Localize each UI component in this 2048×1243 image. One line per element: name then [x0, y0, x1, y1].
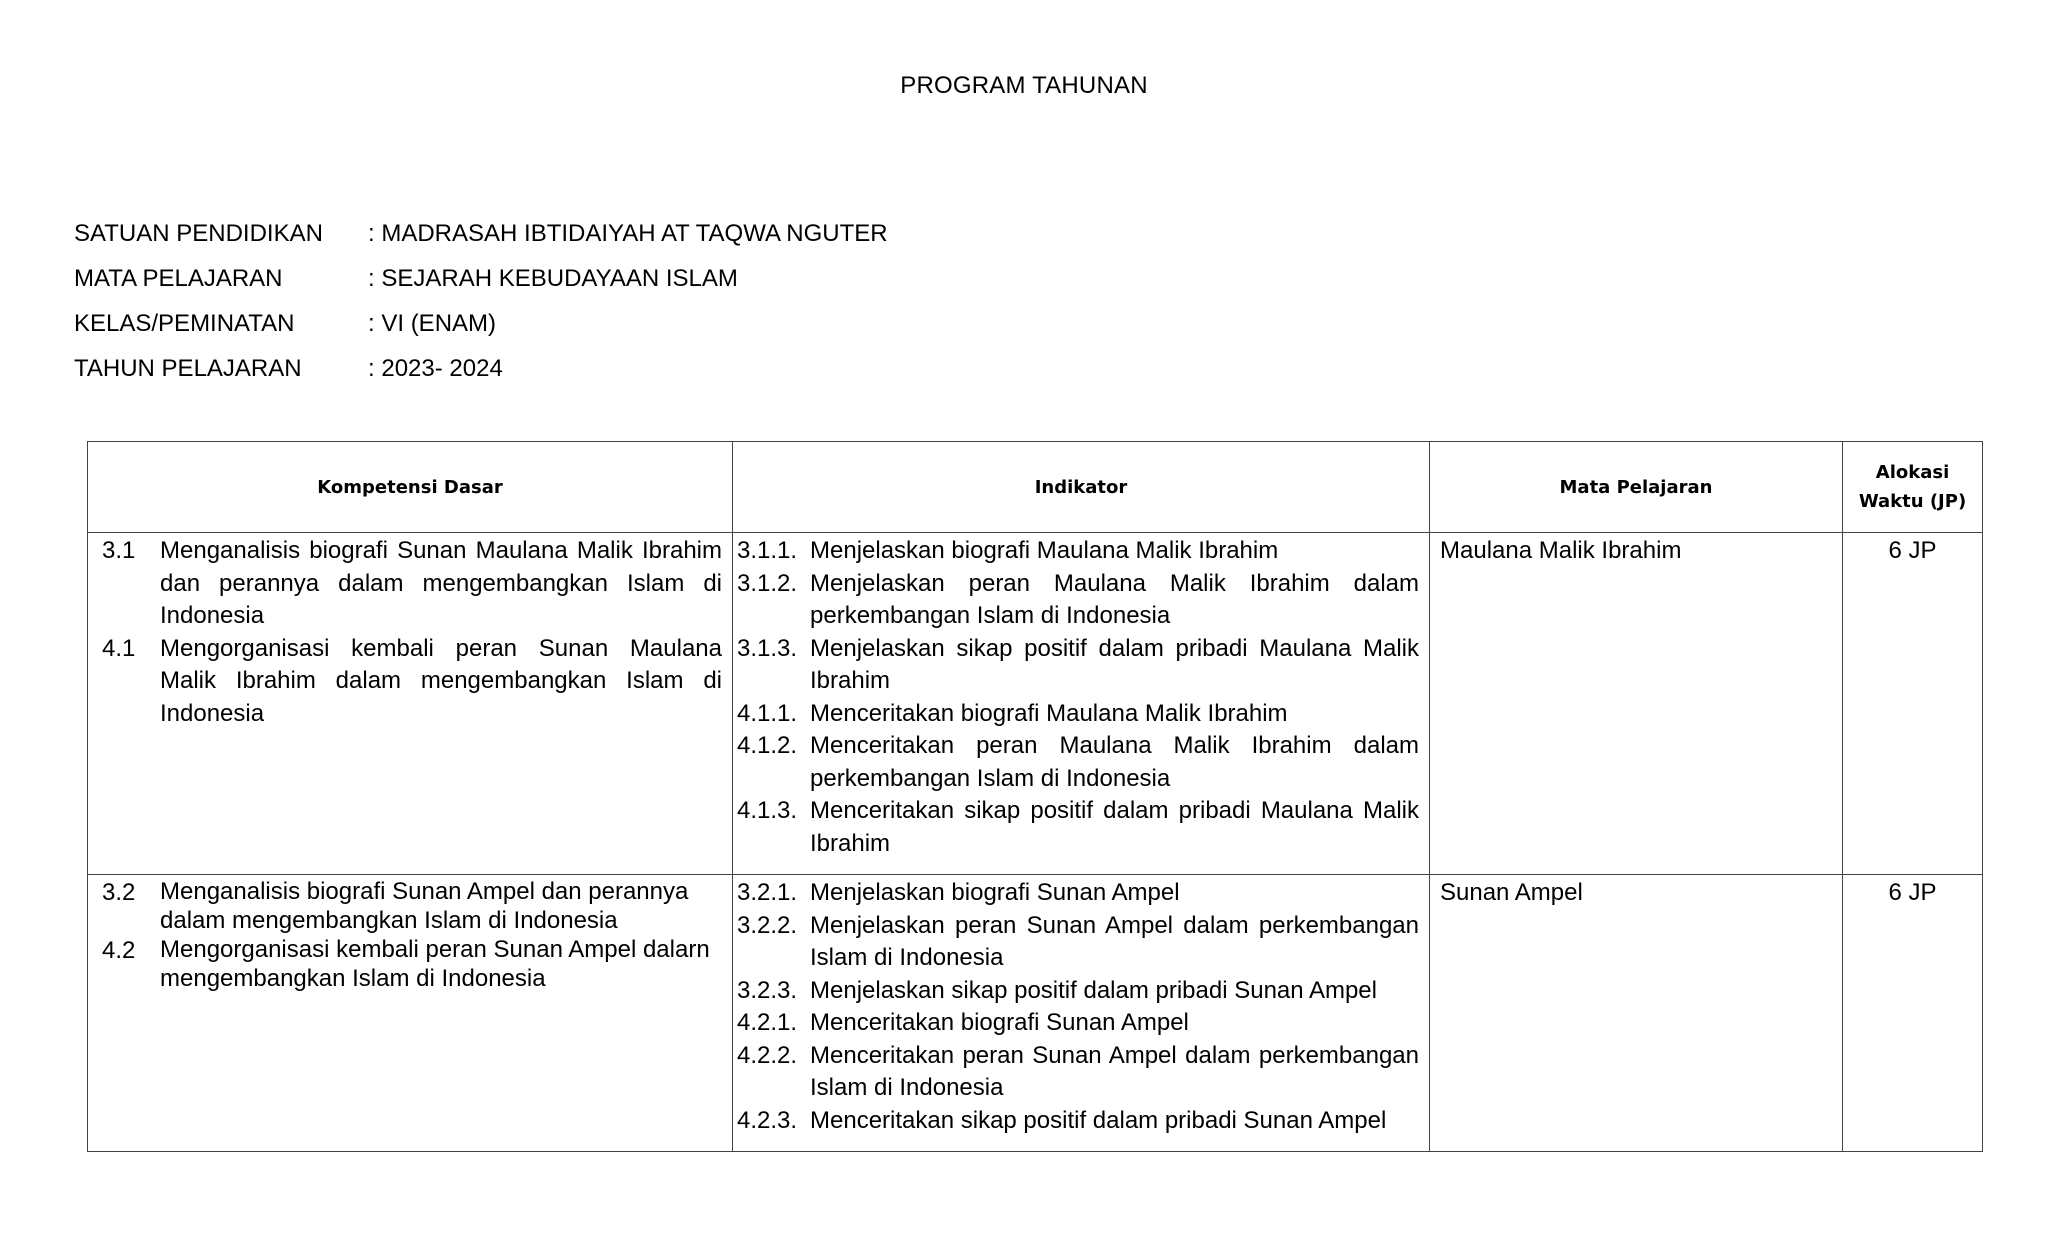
- indikator-item: [737, 975, 1419, 1008]
- indikator-text: Menjelaskan peran Sunan Ampel dalam perkembangan Islam di Indonesia: [810, 911, 1419, 971]
- indikator-item: [737, 568, 1419, 633]
- indikator-number: 3.2.1.: [737, 879, 798, 906]
- mata-pelajaran-cell: Maulana Malik Ibrahim: [1430, 533, 1843, 875]
- info-label: SATUAN PENDIDIKAN: [74, 219, 323, 247]
- kd-number: 3.2: [102, 879, 136, 906]
- indikator-cell: [733, 875, 1430, 1152]
- indikator-number: 4.2.1.: [737, 1009, 798, 1036]
- indikator-item: [737, 730, 1419, 795]
- kd-number: 4.2: [102, 937, 136, 964]
- indikator-text: Menceritakan peran Sunan Ampel dalam perkembangan Islam di Indonesia: [810, 1041, 1419, 1101]
- info-row-tahun-pelajaran: [74, 346, 888, 391]
- info-row-satuan-pendidikan: [74, 211, 888, 256]
- kd-text: Menganalisis biografi Sunan Ampel dan perannya dalam mengembangkan Islam di Indonesia: [160, 878, 689, 934]
- kd-cell: [88, 533, 733, 875]
- header-alokasi-line1: Alokasi: [1875, 462, 1950, 483]
- alokasi-waktu-cell: 6 JP: [1843, 875, 1983, 1152]
- indikator-item: [737, 535, 1419, 568]
- kd-item: [98, 935, 722, 993]
- table-row: [88, 875, 1983, 1152]
- indikator-number: 4.2.3.: [737, 1106, 798, 1134]
- indikator-text: Menjelaskan biografi Sunan Ampel: [810, 879, 1180, 906]
- header-alokasi-waktu: [1843, 442, 1983, 533]
- info-label: TAHUN PELAJARAN: [74, 354, 302, 382]
- kd-item: [98, 877, 722, 935]
- kd-item: [98, 535, 722, 633]
- header-kompetensi-dasar: Kompetensi Dasar: [88, 442, 733, 533]
- indikator-text: Menceritakan biografi Maulana Malik Ibrahim: [810, 699, 1288, 727]
- kd-text: Mengorganisasi kembali peran Sunan Maulana Malik Ibrahim dalam mengembangkan Islam di Indonesia: [160, 634, 722, 727]
- table-row: [88, 533, 1983, 875]
- indikator-text: Menjelaskan sikap positif dalam pribadi Sunan Ampel: [810, 976, 1377, 1004]
- indikator-item: [737, 633, 1419, 698]
- kd-number: 3.1: [102, 537, 136, 564]
- indikator-text: Menceritakan sikap positif dalam pribadi Sunan Ampel: [810, 1106, 1387, 1134]
- indikator-item: [737, 1040, 1419, 1105]
- table-header-row: [88, 442, 1983, 533]
- header-mata-pelajaran: Mata Pelajaran: [1430, 442, 1843, 533]
- indikator-number: 4.2.2.: [737, 1041, 798, 1069]
- indikator-item: [737, 877, 1419, 910]
- info-row-mata-pelajaran: [74, 256, 888, 301]
- indikator-item: [737, 698, 1419, 731]
- indikator-text: Menjelaskan biografi Maulana Malik Ibrahim: [810, 537, 1279, 564]
- indikator-number: 3.1.1.: [737, 537, 798, 564]
- indikator-number: 4.1.3.: [737, 797, 798, 824]
- kd-text: Menganalisis biografi Sunan Maulana Malik Ibrahim dan perannya dalam mengembangkan Islam di Indonesia: [160, 537, 722, 629]
- indikator-number: 4.1.2.: [737, 732, 798, 759]
- indikator-text: Menjelaskan sikap positif dalam pribadi Maulana Malik Ibrahim: [810, 634, 1419, 694]
- mata-pelajaran-cell: Sunan Ampel: [1430, 875, 1843, 1152]
- info-value: : VI (ENAM): [368, 310, 496, 338]
- indikator-text: Menjelaskan peran Maulana Malik Ibrahim dalam perkembangan Islam di Indonesia: [810, 569, 1419, 629]
- indikator-cell: [733, 533, 1430, 875]
- indikator-text: Menceritakan biografi Sunan Ampel: [810, 1009, 1189, 1036]
- indikator-number: 3.1.3.: [737, 634, 798, 662]
- document-info: [74, 211, 888, 391]
- indikator-item: [737, 910, 1419, 975]
- info-value: : MADRASAH IBTIDAIYAH AT TAQWA NGUTER: [368, 220, 888, 248]
- kd-item: [98, 633, 722, 731]
- indikator-number: 3.2.2.: [737, 911, 798, 939]
- indikator-item: [737, 1105, 1419, 1138]
- program-table: [87, 441, 1983, 1152]
- indikator-number: 3.1.2.: [737, 569, 798, 597]
- kd-text: Mengorganisasi kembali peran Sunan Ampel dalarn mengembangkan Islam di Indonesia: [160, 936, 710, 992]
- indikator-item: [737, 795, 1419, 860]
- header-alokasi-line2: Waktu (JP): [1858, 491, 1967, 512]
- info-value: : SEJARAH KEBUDAYAAN ISLAM: [368, 265, 738, 293]
- kd-cell: [88, 875, 733, 1152]
- alokasi-waktu-cell: 6 JP: [1843, 533, 1983, 875]
- kd-number: 4.1: [102, 634, 136, 662]
- info-value: : 2023- 2024: [368, 355, 503, 383]
- indikator-text: Menceritakan peran Maulana Malik Ibrahim dalam perkembangan Islam di Indonesia: [810, 732, 1419, 792]
- indikator-number: 4.1.1.: [737, 699, 798, 727]
- indikator-text: Menceritakan sikap positif dalam pribadi Maulana Malik Ibrahim: [810, 797, 1419, 857]
- indikator-item: [737, 1007, 1419, 1040]
- info-row-kelas: [74, 301, 888, 346]
- info-label: KELAS/PEMINATAN: [74, 309, 295, 337]
- info-label: MATA PELAJARAN: [74, 264, 283, 292]
- header-indikator: Indikator: [733, 442, 1430, 533]
- indikator-number: 3.2.3.: [737, 976, 798, 1004]
- page-title: PROGRAM TAHUNAN: [900, 72, 1148, 99]
